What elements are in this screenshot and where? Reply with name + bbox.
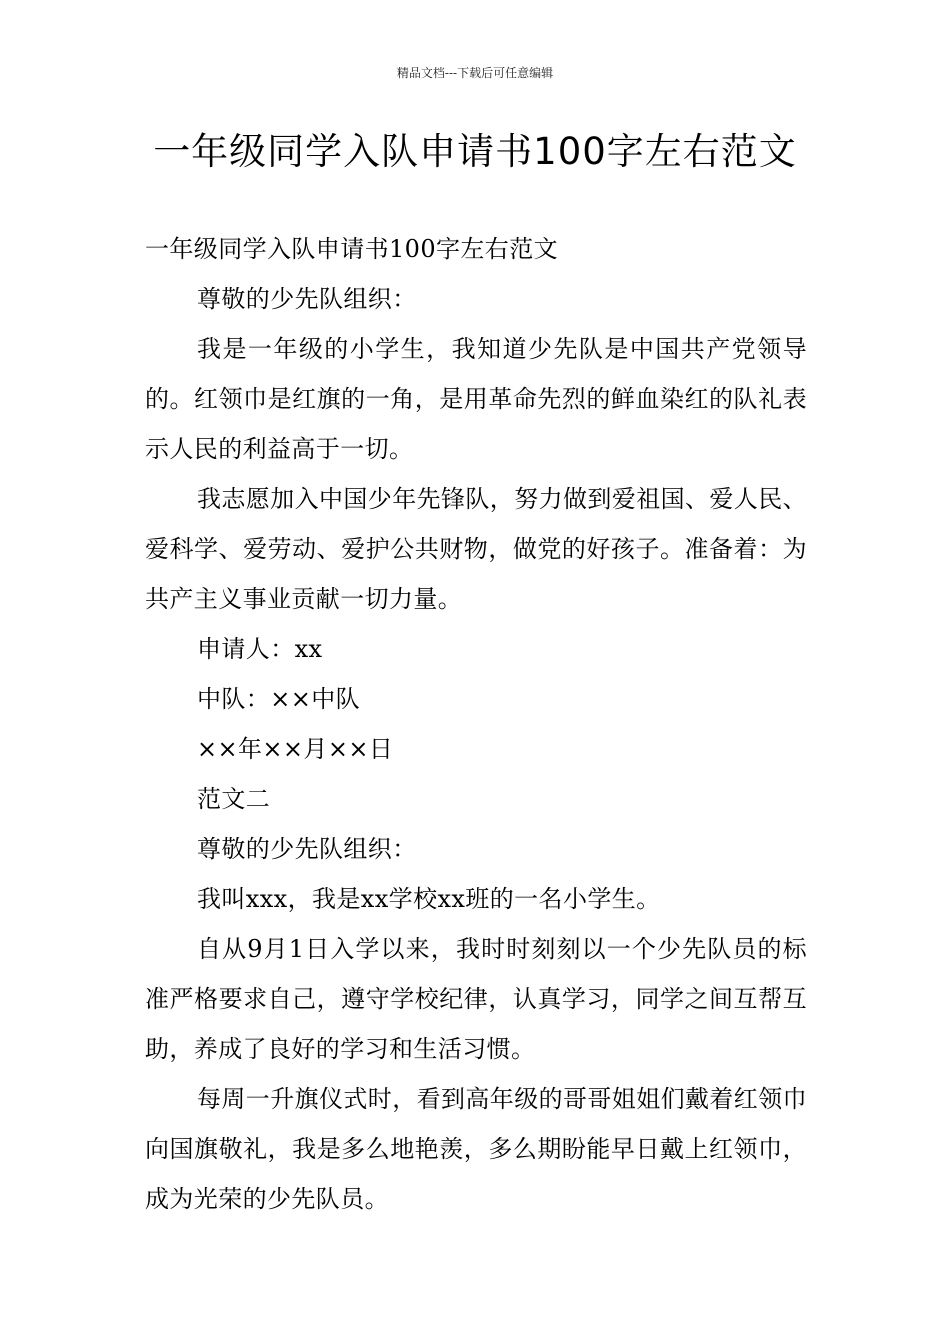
paragraph-pledge: 我志愿加入中国少年先锋队，努力做到爱祖国、爱人民、爱科学、爱劳动、爱护公共财物，做党的好孩子。准备着：为共产主义事业贡献一切力量。 bbox=[145, 485, 807, 613]
paragraph-intro: 我是一年级的小学生，我知道少先队是中国共产党领导的。红领巾是红旗的一角，是用革命先烈的鲜血染红的队礼表示人民的利益高于一切。 bbox=[145, 335, 807, 463]
page-header-note: 精品文档---下载后可任意编辑 bbox=[396, 66, 554, 80]
section-heading-sample-two: 范文二 bbox=[197, 785, 271, 813]
date-line: ××年××月××日 bbox=[197, 735, 394, 763]
salutation: 尊敬的少先队组织： bbox=[197, 285, 417, 313]
document-body bbox=[145, 224, 807, 1224]
salutation-two: 尊敬的少先队组织： bbox=[197, 835, 417, 863]
paragraph-flag-ceremony: 每周一升旗仪式时，看到高年级的哥哥姐姐们戴着红领巾向国旗敬礼，我是多么地艳羡，多么期盼能早日戴上红领巾，成为光荣的少先队员。 bbox=[145, 1085, 807, 1213]
body-subtitle: 一年级同学入队申请书100字左右范文 bbox=[145, 235, 559, 263]
squad-line: 中队：××中队 bbox=[197, 685, 361, 713]
document-title: 一年级同学入队申请书100字左右范文 bbox=[153, 130, 797, 173]
applicant-line: 申请人：xx bbox=[197, 635, 323, 663]
paragraph-self-intro: 我叫xxx，我是xx学校xx班的一名小学生。 bbox=[197, 885, 661, 913]
paragraph-since-enrollment: 自从9月1日入学以来，我时时刻刻以一个少先队员的标准严格要求自己，遵守学校纪律，认真学习，同学之间互帮互助，养成了良好的学习和生活习惯。 bbox=[145, 935, 807, 1063]
